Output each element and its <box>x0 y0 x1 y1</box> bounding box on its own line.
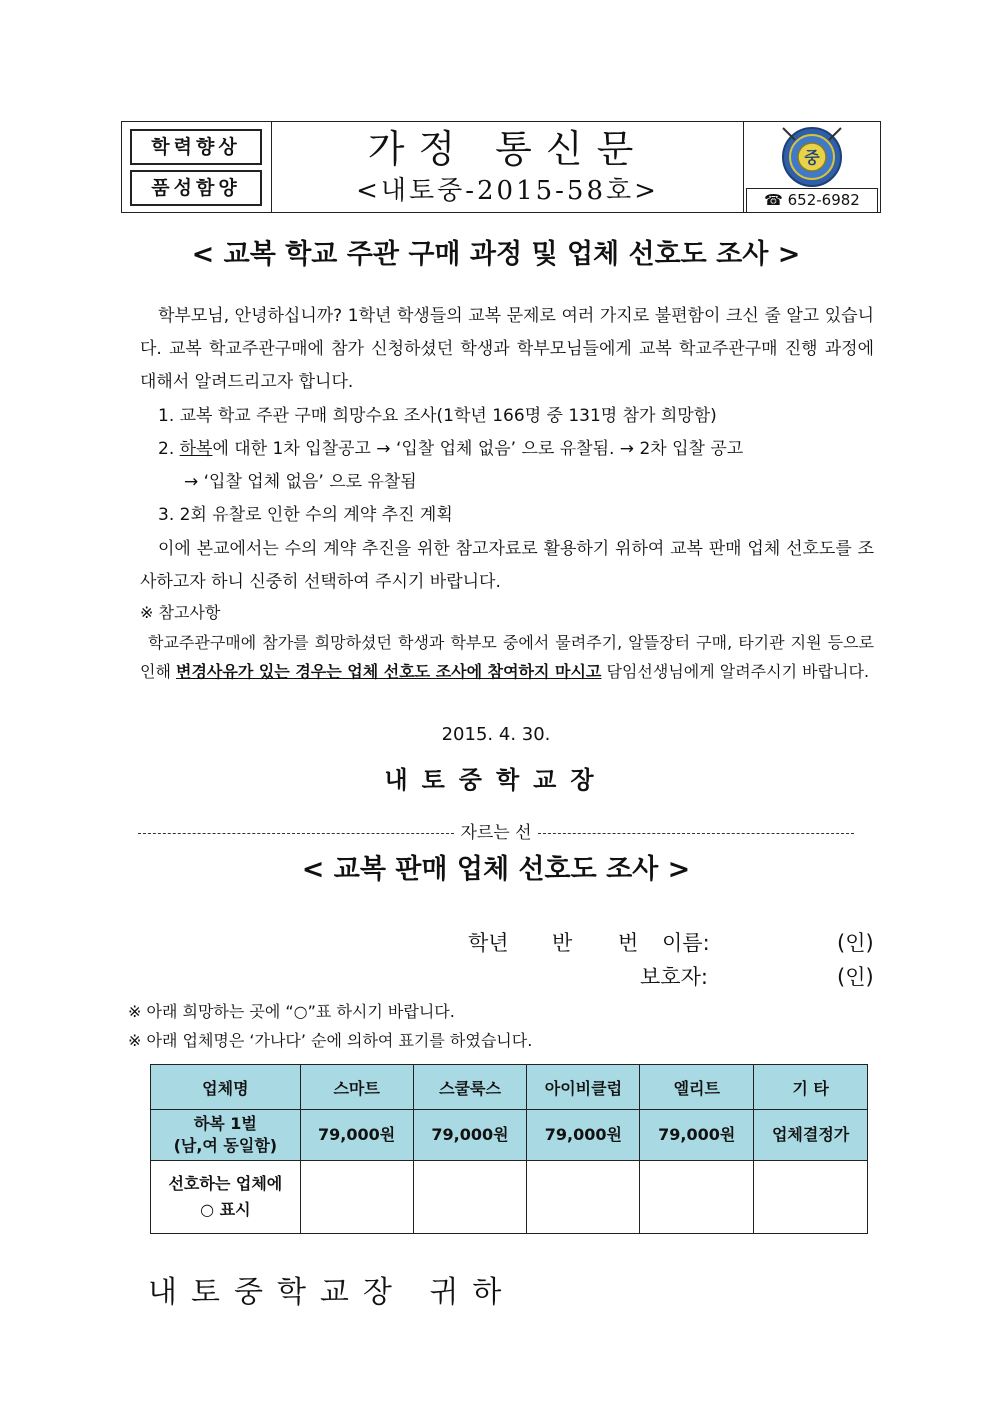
motto-character: 품성함양 <box>130 170 262 206</box>
cut-line-label: 자르는 선 <box>460 823 532 843</box>
reference-text-before: 학교주관구매에 참가를 희망하셨던 학생과 학부모 중에서 물려주기, 알뜰장터 구매, 타기관 지원 등으로 인해 <box>140 633 874 681</box>
header-vendor-ivyclub: 아이비클럽 <box>527 1065 640 1110</box>
table-header-row <box>151 1065 868 1110</box>
class-field-label[interactable]: 반 <box>552 931 573 955</box>
guardian-seal-mark: (인) <box>837 965 874 989</box>
survey-notice-paragraph: 이에 본교에서는 수의 계약 추진을 위한 참고자료로 활용하기 위하여 교복 판매 업체 선호도를 조사하고자 하니 신중히 선택하여 주시기 바랍니다. <box>140 539 874 592</box>
process-item-2-summer-uniform: 하복 <box>179 439 213 459</box>
price-ivyclub: 79,000원 <box>527 1110 640 1161</box>
cut-line-dash-right <box>538 833 854 834</box>
price-row-label-line2: (남,여 동일함) <box>173 1136 278 1155</box>
section-title-purchase-process: < 교복 학교 주관 구매 과정 및 업체 선호도 조사 > <box>191 239 801 270</box>
number-field-label[interactable]: 번 <box>618 931 639 955</box>
instruction-alphabetical-order: ※ 아래 업체명은 ‘가나다’ 순에 의하여 표기를 하였습니다. <box>128 1031 533 1050</box>
preference-row-label-line1: 선호하는 업체에 <box>168 1174 283 1193</box>
header-vendor-other: 기 타 <box>754 1065 868 1110</box>
principal-signature: 내토중학교장 <box>384 766 608 794</box>
process-item-2 <box>158 433 874 466</box>
header-vendor-schoolooks: 스쿨룩스 <box>413 1065 527 1110</box>
preference-row-label <box>151 1161 301 1234</box>
intro-paragraph: 학부모님, 안녕하십니까? 1학년 학생들의 교복 문제로 여러 가지로 불편함이 크신 줄 알고 있습니다. 교복 학교주관구매에 참가 신청하셨던 학생과 학부모님들에게 교복 학교주관구매 진행 과정에 대해서 알려드리고자 합니다. <box>140 306 874 392</box>
grade-field-label[interactable]: 학년 <box>468 931 509 955</box>
reference-title: ※ 참고사항 <box>140 603 221 622</box>
header-logo-panel <box>744 122 880 212</box>
table-row-price <box>151 1110 868 1161</box>
logo-text: 중 <box>804 148 820 167</box>
price-row-label-line1: 하복 1벌 <box>193 1114 257 1133</box>
newsletter-title: 가정 통신문 <box>367 127 648 171</box>
preference-cell-schoolooks[interactable] <box>413 1161 527 1234</box>
preference-cell-elite[interactable] <box>640 1161 754 1234</box>
instruction-mark-circle: ※ 아래 희망하는 곳에 “○”표 하시기 바랍니다. <box>128 1002 455 1021</box>
cut-line-dash-left <box>138 833 454 834</box>
cut-line <box>138 818 854 848</box>
price-elite: 79,000원 <box>640 1110 754 1161</box>
issue-number: <내토중-2015-58호> <box>356 176 659 206</box>
student-seal-mark: (인) <box>837 931 874 955</box>
header-vendor-smart: 스마트 <box>300 1065 413 1110</box>
header-vendor-name: 업체명 <box>151 1065 301 1110</box>
newsletter-header <box>121 121 881 213</box>
price-row-label <box>151 1110 301 1161</box>
issue-date: 2015. 4. 30. <box>441 724 551 745</box>
guardian-field-label[interactable]: 보호자: <box>640 965 708 989</box>
closing-addressee: 내토중학교장 귀하 <box>148 1275 516 1310</box>
motto-panel <box>122 122 272 212</box>
preference-cell-other[interactable] <box>754 1161 868 1234</box>
motto-academic: 학력향상 <box>130 129 262 165</box>
name-field-label[interactable]: 이름: <box>662 931 710 955</box>
school-phone: ☎ 652-6982 <box>746 188 878 212</box>
school-logo-icon <box>781 126 843 188</box>
price-smart: 79,000원 <box>300 1110 413 1161</box>
process-item-3: 3. 2회 유찰로 인한 수의 계약 추진 계획 <box>158 505 453 525</box>
section-title-vendor-survey: < 교복 판매 업체 선호도 조사 > <box>301 854 691 885</box>
process-item-1: 1. 교복 학교 주관 구매 희망수요 조사(1학년 166명 중 131명 참가 희망함) <box>158 406 717 426</box>
header-title-panel <box>272 122 744 212</box>
reference-paragraph <box>140 628 874 686</box>
table-row-preference <box>151 1161 868 1234</box>
process-item-2-continued: → ‘입찰 업체 없음’ 으로 유찰됨 <box>184 472 417 492</box>
vendor-preference-table <box>150 1064 868 1234</box>
price-schoolooks: 79,000원 <box>413 1110 527 1161</box>
reference-text-after: 담임선생님에게 알려주시기 바랍니다. <box>601 662 870 681</box>
preference-cell-smart[interactable] <box>300 1161 413 1234</box>
preference-cell-ivyclub[interactable] <box>527 1161 640 1234</box>
header-vendor-elite: 엘리트 <box>640 1065 754 1110</box>
price-other: 업체결정가 <box>754 1110 868 1161</box>
preference-row-label-line2: ○ 표시 <box>200 1200 251 1219</box>
process-item-2-text: 에 대한 1차 입찰공고 → ‘입찰 업체 없음’ 으로 유찰됨. → 2차 입찰 공고 <box>212 439 744 459</box>
process-item-2-number: 2. <box>158 439 180 459</box>
reference-emphasis: 변경사유가 있는 경우는 업체 선호도 조사에 참여하지 마시고 <box>176 662 602 681</box>
